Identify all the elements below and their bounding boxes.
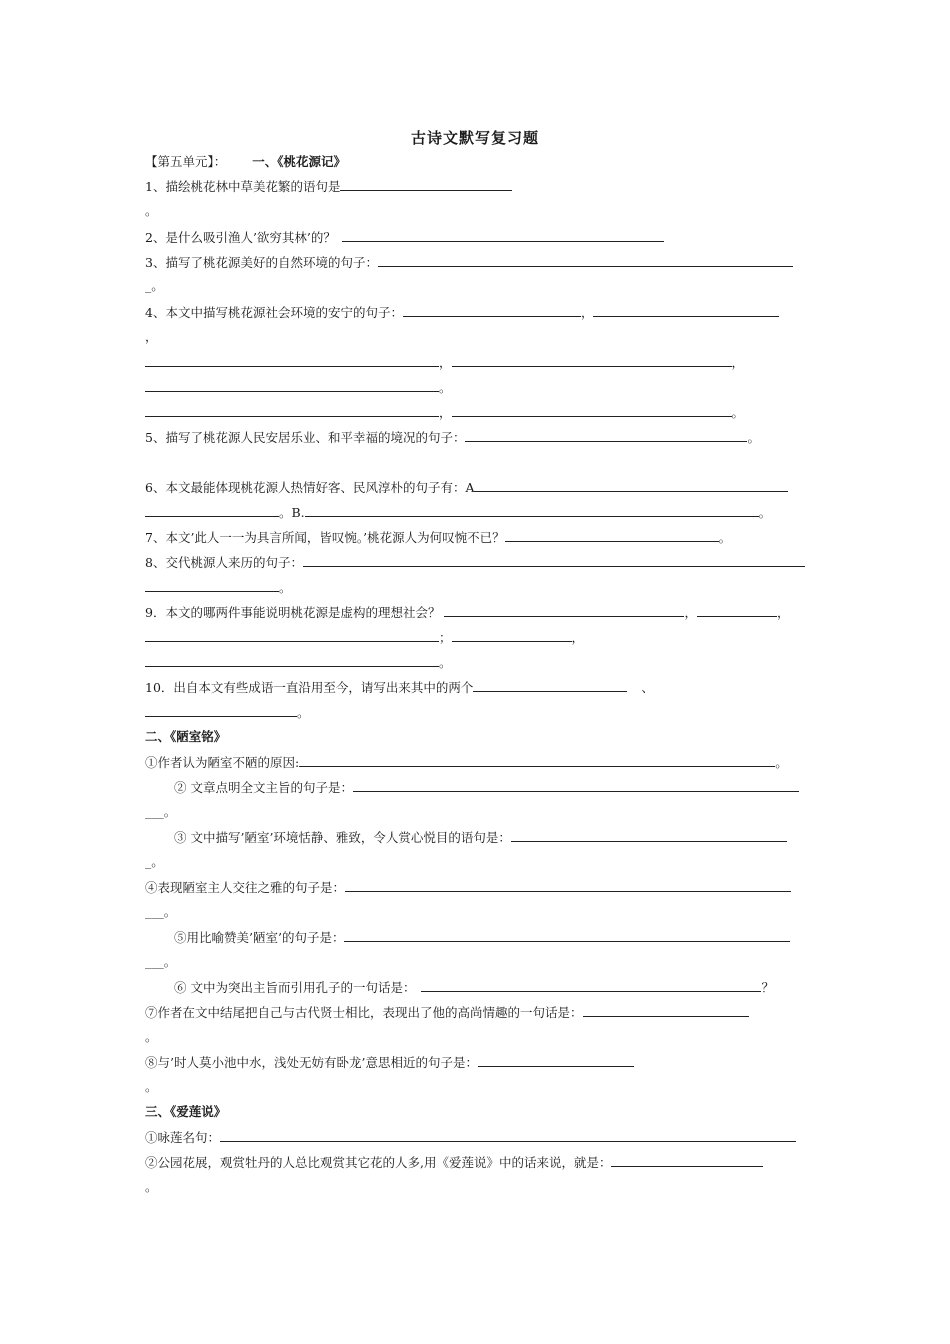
question-4-line-3	[145, 378, 452, 397]
question-8	[145, 553, 805, 572]
question-text: ⑥ 文中为突出主旨而引用孔子的一句话是：	[174, 980, 416, 995]
line-end-period: _。	[145, 278, 164, 293]
loushi-question-3	[174, 828, 787, 847]
answer-blank[interactable]	[511, 828, 787, 842]
loushi-question-4	[145, 878, 791, 897]
comma: ，	[571, 630, 585, 645]
unit-label: 【第五单元】：	[145, 154, 227, 169]
question-text: 2、是什么吸引渔人’欲穷其林’的？	[145, 230, 336, 245]
loushi-question-1	[145, 753, 788, 772]
question-1	[145, 177, 512, 196]
question-3	[145, 253, 793, 272]
question-text: 10．出自本文有些成语一直沿用至今，请写出来其中的两个	[145, 680, 474, 695]
question-text: 1、描绘桃花林中草美花繁的语句是	[145, 179, 341, 194]
ailian-question-2	[145, 1153, 763, 1172]
line-end-period: 。	[145, 1079, 158, 1094]
period: 。	[731, 405, 745, 420]
period: 。	[747, 430, 760, 445]
question-6-line-2	[145, 503, 771, 522]
answer-blank[interactable]	[342, 228, 664, 242]
answer-blank[interactable]	[474, 478, 788, 492]
comma: ，	[439, 405, 452, 420]
section-title-ailianshuo: 三、《爱莲说》	[145, 1104, 227, 1119]
line-end-period: 。	[145, 1179, 158, 1194]
question-text: 4、本文中描写桃花源社会环境的安宁的句子：	[145, 305, 403, 320]
line-end-period: 。	[145, 203, 158, 218]
answer-blank[interactable]	[421, 978, 761, 992]
answer-blank[interactable]	[444, 603, 684, 617]
question-8-line-2	[145, 578, 292, 597]
question-text: 7、本文’此人一一为具言所闻，皆叹惋。’桃花源人为何叹惋不已？	[145, 530, 505, 545]
question-4-line-4	[145, 403, 744, 422]
question-text: ⑦作者在文中结尾把自己与古代贤士相比，表现出了他的高尚情趣的一句话是：	[145, 1005, 583, 1020]
answer-blank[interactable]	[505, 528, 719, 542]
question-text: ①咏莲名句：	[145, 1130, 221, 1145]
question-text: ④表现陋室主人交往之雅的句子是：	[145, 880, 346, 895]
answer-blank[interactable]	[345, 878, 791, 892]
semicolon: ；	[439, 630, 452, 645]
comma: ，	[776, 605, 790, 620]
line-end-period: ___。	[145, 954, 177, 969]
question-7	[145, 528, 731, 547]
question-text: ③ 文中描写’陋室’环境恬静、雅致，令人赏心悦目的语句是：	[174, 830, 511, 845]
comma: ，	[731, 355, 745, 370]
question-4	[145, 303, 779, 322]
comma: ，	[684, 605, 697, 620]
loushi-question-2	[174, 778, 799, 797]
answer-blank[interactable]	[452, 628, 572, 642]
period: 。	[297, 705, 310, 720]
question-mark: ？	[761, 980, 774, 995]
loushi-question-6	[174, 978, 774, 997]
loushi-question-7	[145, 1003, 749, 1022]
line-end-period: 。	[145, 1029, 158, 1044]
question-text: ②公园花展，观赏牡丹的人总比观赏其它花的人多,用《爱莲说》中的话来说，就是：	[145, 1155, 612, 1170]
answer-blank[interactable]	[353, 778, 799, 792]
question-text: ⑤用比喻赞美’陋室’的句子是：	[174, 930, 345, 945]
period: 。	[775, 755, 788, 770]
question-10	[145, 678, 654, 697]
answer-blank[interactable]	[145, 403, 439, 417]
question-6	[145, 478, 788, 497]
line-end-period: ___。	[145, 804, 177, 819]
answer-blank[interactable]	[452, 353, 732, 367]
answer-blank[interactable]	[473, 678, 627, 692]
question-text: 9．本文的哪两件事能说明桃花源是虚构的理想社会？	[145, 605, 441, 620]
answer-blank[interactable]	[340, 177, 512, 191]
answer-blank[interactable]	[220, 1128, 796, 1142]
question-9-line-3	[145, 653, 452, 672]
line-end-comma: ，	[145, 329, 158, 344]
answer-blank[interactable]	[403, 303, 581, 317]
question-text: ⑧与’时人莫小池中水，浅处无妨有卧龙’意思相近的句子是：	[145, 1055, 478, 1070]
ailian-question-1	[145, 1128, 796, 1147]
option-b-label: 。B.	[279, 505, 305, 520]
answer-blank[interactable]	[465, 428, 747, 442]
loushi-question-8	[145, 1053, 634, 1072]
section-title-taohuayuan: 一、《桃花源记》	[252, 154, 347, 169]
answer-blank[interactable]	[593, 303, 779, 317]
question-text: 3、描写了桃花源美好的自然环境的句子：	[145, 255, 378, 270]
question-9-line-2	[145, 628, 584, 647]
answer-blank[interactable]	[145, 578, 279, 592]
period: 。	[439, 655, 452, 670]
period: 。	[279, 580, 292, 595]
comma: ，	[439, 355, 452, 370]
separator: 、	[641, 680, 654, 695]
answer-blank[interactable]	[145, 378, 439, 392]
question-9	[145, 603, 790, 622]
comma: ，	[580, 305, 594, 320]
answer-blank[interactable]	[378, 253, 793, 267]
answer-blank[interactable]	[697, 603, 777, 617]
answer-blank[interactable]	[305, 503, 759, 517]
answer-blank[interactable]	[303, 553, 805, 567]
answer-blank[interactable]	[611, 1153, 763, 1167]
page-title: 古诗文默写复习题	[410, 129, 539, 147]
question-text: 5、描写了桃花源人民安居乐业、和平幸福的境况的句子：	[145, 430, 466, 445]
loushi-question-5	[174, 928, 790, 947]
question-5	[145, 428, 760, 447]
question-text: 8、交代桃源人来历的句子：	[145, 555, 303, 570]
question-text: ② 文章点明全文主旨的句子是：	[174, 780, 353, 795]
question-text: ①作者认为陋室不陋的原因:	[145, 755, 300, 770]
period: 。	[758, 505, 772, 520]
line-end-period: ___。	[145, 904, 177, 919]
answer-blank[interactable]	[344, 928, 790, 942]
answer-blank[interactable]	[145, 503, 279, 517]
section-title-loushiming: 二、《陋室铭》	[145, 729, 227, 744]
answer-blank[interactable]	[299, 753, 775, 767]
period: 。	[718, 530, 732, 545]
answer-blank[interactable]	[478, 1053, 634, 1067]
answer-blank[interactable]	[145, 628, 439, 642]
question-4-line-2	[145, 353, 744, 372]
answer-blank[interactable]	[145, 703, 297, 717]
answer-blank[interactable]	[145, 653, 439, 667]
question-10-line-2	[145, 703, 310, 722]
question-2	[145, 228, 664, 247]
answer-blank[interactable]	[452, 403, 732, 417]
section-header-1	[145, 153, 346, 171]
question-text: 6、本文最能体现桃花源人热情好客、民风淳朴的句子有：A	[145, 480, 475, 495]
line-end-period: _。	[145, 854, 164, 869]
period: 。	[439, 380, 452, 395]
answer-blank[interactable]	[145, 353, 439, 367]
answer-blank[interactable]	[583, 1003, 749, 1017]
